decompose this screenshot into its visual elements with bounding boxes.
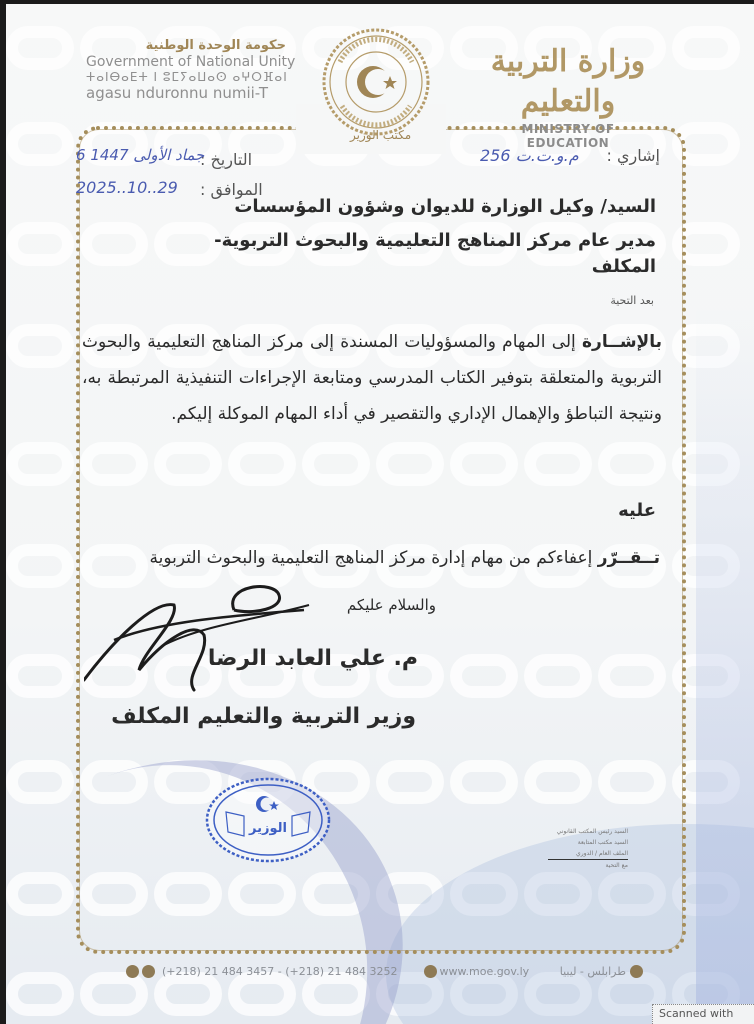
addressee-line-2: مدير عام مركز المناهج التعليمية والبحوث التربوية- [214, 230, 656, 251]
signer-title: وزير التربية والتعليم المكلف [111, 704, 416, 729]
signer-name: م. علي العابد الرضا [207, 646, 418, 671]
body-lead: بالإشــارة [582, 332, 662, 352]
footer-website: www.moe.gov.ly [439, 964, 530, 978]
government-amazigh: agasu nduronnu numii-T [86, 84, 268, 102]
gregorian-date-value: 2025..10..29 [76, 178, 178, 197]
cc-item: الملف العام / الدوري [548, 848, 628, 860]
thereof-heading: عليه [618, 500, 656, 521]
decision-lead: تــقــرّر [597, 548, 660, 568]
decision-text: إعفاءكم من مهام إدارة مركز المناهج التعليمية والبحوث التربوية [149, 548, 598, 568]
letter-body [82, 324, 662, 432]
greeting: بعد التحية [610, 294, 654, 307]
government-english: Government of National Unity [86, 54, 296, 70]
globe-icon [424, 965, 437, 978]
background-swoosh [696, 304, 754, 1004]
letter-footer [126, 962, 646, 980]
ministry-english: MINISTRY OF EDUCATION [521, 122, 615, 150]
body-text: إلى المهام والمسؤوليات المسندة إلى مركز المناهج التعليمية والبحوث التربوية والمتعلقة بتوفير الكتاب المدرسي ومتابعة الإجراءات التنفيذية المرتبطة به، ونتيجة التباطؤ والإهمال الإداري والتقصير في أداء المهام الموكلة إليكم. [82, 332, 662, 424]
government-block [86, 38, 295, 102]
closing: والسلام عليكم [346, 596, 436, 614]
cc-item: السيد مكتب المتابعة [577, 839, 628, 846]
hijri-date-value: 6 جماد الأولى 1447 [76, 146, 205, 164]
svg-text:الوزير: الوزير [249, 821, 287, 836]
ministry-arabic: وزارة التربية والتعليم [490, 44, 646, 119]
cc-item: السيد رئيس المكتب القانوني [556, 828, 628, 835]
gregorian-date-label: الموافق : [200, 180, 263, 199]
handwritten-signature [84, 580, 324, 700]
government-arabic: حكومة الوحدة الوطنية [145, 38, 286, 53]
location-pin-icon [630, 965, 643, 978]
government-tifinagh: ⵜⴰⵏⴱⴰⴹⵜ ⵏ ⵓⵎⵢⴰⵡⴰⵙ ⴰⵖⵔⴼⴰⵏ [86, 70, 288, 84]
ministry-block [478, 42, 658, 150]
decision [149, 548, 660, 568]
fax-icon [126, 965, 139, 978]
footer-phones: (+218) 21 484 3457 - (+218) 21 484 3252 [162, 964, 398, 978]
phone-icon [142, 965, 155, 978]
cc-list [548, 826, 628, 871]
reference-value: م.و.ت.ت 256 [480, 146, 579, 165]
addressee-line-3: المكلف [591, 256, 656, 277]
hijri-date-label: التاريخ : [200, 150, 253, 169]
footer-location: طرابلس - ليبيا [559, 964, 626, 978]
addressee-line-1: السيد/ وكيل الوزارة للديوان وشؤون المؤسسات [234, 196, 656, 217]
emblem-caption: مكتب الوزير [350, 128, 412, 142]
official-stamp-icon [204, 776, 332, 864]
reference-label: إشاري : [606, 146, 660, 165]
libya-crescent-star-emblem-icon [320, 26, 432, 138]
scanner-badge: Scanned with [652, 1004, 754, 1024]
cc-item: مع التحية [605, 862, 628, 869]
